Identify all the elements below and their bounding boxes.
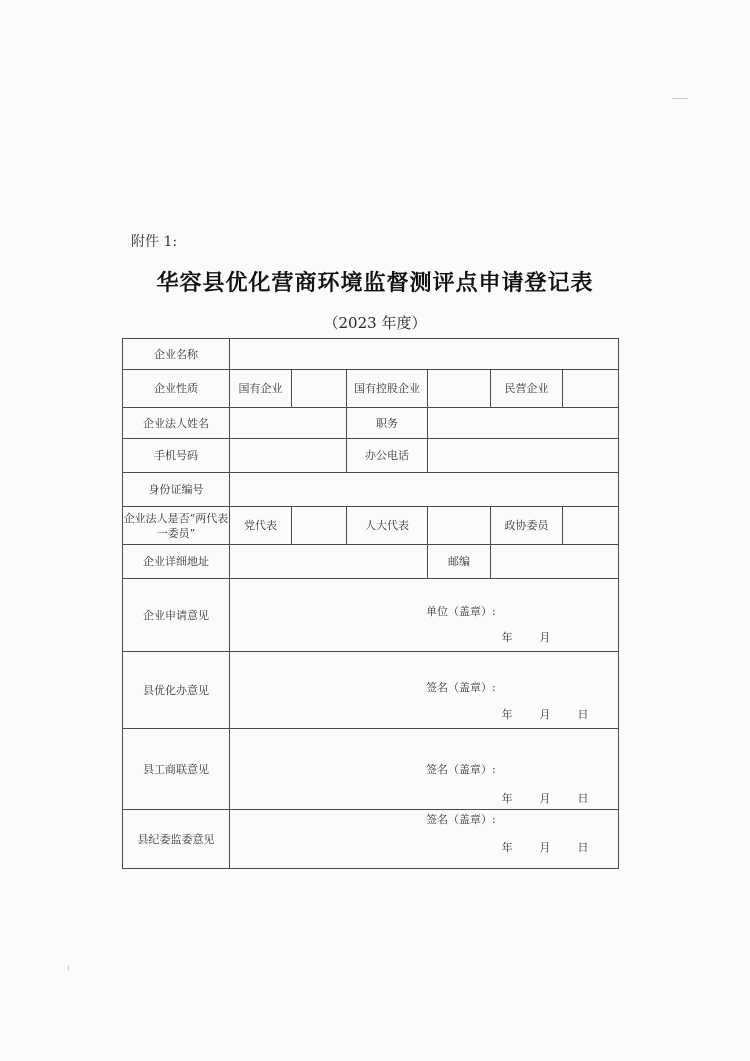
discipline-opinion-label: 县纪委监委意见 bbox=[123, 810, 230, 869]
mobile-field[interactable] bbox=[230, 439, 347, 473]
signature-label: 签名（盖章）: bbox=[426, 813, 496, 826]
date-line bbox=[488, 707, 602, 722]
year-label: 年 bbox=[501, 631, 513, 644]
attachment-label: 附件 1: bbox=[131, 234, 178, 250]
rep-option-npc: 人大代表 bbox=[347, 507, 428, 545]
federation-opinion-field[interactable] bbox=[230, 729, 619, 810]
row-company-name bbox=[123, 339, 619, 370]
postcode-label: 邮编 bbox=[428, 545, 491, 579]
postcode-field[interactable] bbox=[491, 545, 619, 579]
day-label: 日 bbox=[577, 708, 589, 721]
row-id-number bbox=[123, 473, 619, 507]
row-phones bbox=[123, 439, 619, 473]
day-label: 日 bbox=[577, 792, 589, 805]
id-number-field[interactable] bbox=[230, 473, 619, 507]
month-label: 月 bbox=[539, 841, 551, 854]
position-field[interactable] bbox=[428, 408, 619, 439]
nature-state-controlled-checkbox[interactable] bbox=[428, 370, 491, 408]
rep-option-cppcc: 政协委员 bbox=[491, 507, 563, 545]
day-label: 日 bbox=[577, 841, 589, 854]
month-label: 月 bbox=[539, 792, 551, 805]
office-phone-label: 办公电话 bbox=[347, 439, 428, 473]
optimization-office-opinion-label: 县优化办意见 bbox=[123, 652, 230, 729]
row-discipline-opinion bbox=[123, 810, 619, 869]
position-label: 职务 bbox=[347, 408, 428, 439]
row-address bbox=[123, 545, 619, 579]
date-line bbox=[488, 840, 602, 855]
document-title: 华容县优化营商环境监督测评点申请登记表 bbox=[156, 271, 594, 296]
company-nature-label: 企业性质 bbox=[123, 370, 230, 408]
federation-opinion-label: 县工商联意见 bbox=[123, 729, 230, 810]
month-label: 月 bbox=[539, 631, 551, 644]
nature-option-state-controlled: 国有控股企业 bbox=[347, 370, 428, 408]
row-federation-opinion bbox=[123, 729, 619, 810]
id-number-label: 身份证编号 bbox=[123, 473, 230, 507]
date-line bbox=[488, 630, 564, 645]
row-company-opinion bbox=[123, 579, 619, 652]
legal-person-name-label: 企业法人姓名 bbox=[123, 408, 230, 439]
company-opinion-label: 企业申请意见 bbox=[123, 579, 230, 652]
office-phone-field[interactable] bbox=[428, 439, 619, 473]
year-label: 年 bbox=[501, 841, 513, 854]
legal-person-name-field[interactable] bbox=[230, 408, 347, 439]
seal-label: 单位（盖章）: bbox=[426, 605, 496, 618]
rep-party-checkbox[interactable] bbox=[292, 507, 347, 545]
year-label: 年 bbox=[501, 708, 513, 721]
row-optimization-office-opinion bbox=[123, 652, 619, 729]
row-representative bbox=[123, 507, 619, 545]
company-name-label: 企业名称 bbox=[123, 339, 230, 370]
scan-mark bbox=[68, 965, 69, 971]
rep-npc-checkbox[interactable] bbox=[428, 507, 491, 545]
nature-option-state-owned: 国有企业 bbox=[230, 370, 292, 408]
mobile-label: 手机号码 bbox=[123, 439, 230, 473]
representative-label: 企业法人是否“两代表一委员” bbox=[123, 507, 230, 545]
year-label: 年 bbox=[501, 792, 513, 805]
nature-private-checkbox[interactable] bbox=[563, 370, 619, 408]
registration-form-table bbox=[122, 338, 619, 869]
signature-label: 签名（盖章）: bbox=[426, 681, 496, 694]
scan-mark bbox=[672, 98, 688, 99]
address-field[interactable] bbox=[230, 545, 428, 579]
company-name-field[interactable] bbox=[230, 339, 619, 370]
year-subtitle: （2023 年度） bbox=[323, 314, 427, 332]
rep-cppcc-checkbox[interactable] bbox=[563, 507, 619, 545]
row-legal-person bbox=[123, 408, 619, 439]
nature-state-owned-checkbox[interactable] bbox=[292, 370, 347, 408]
address-label: 企业详细地址 bbox=[123, 545, 230, 579]
optimization-office-opinion-field[interactable] bbox=[230, 652, 619, 729]
row-company-nature bbox=[123, 370, 619, 408]
signature-label: 签名（盖章）: bbox=[426, 763, 496, 776]
rep-option-party: 党代表 bbox=[230, 507, 292, 545]
nature-option-private: 民营企业 bbox=[491, 370, 563, 408]
month-label: 月 bbox=[539, 708, 551, 721]
company-opinion-field[interactable] bbox=[230, 579, 619, 652]
date-line bbox=[488, 791, 602, 806]
discipline-opinion-field[interactable] bbox=[230, 810, 619, 869]
